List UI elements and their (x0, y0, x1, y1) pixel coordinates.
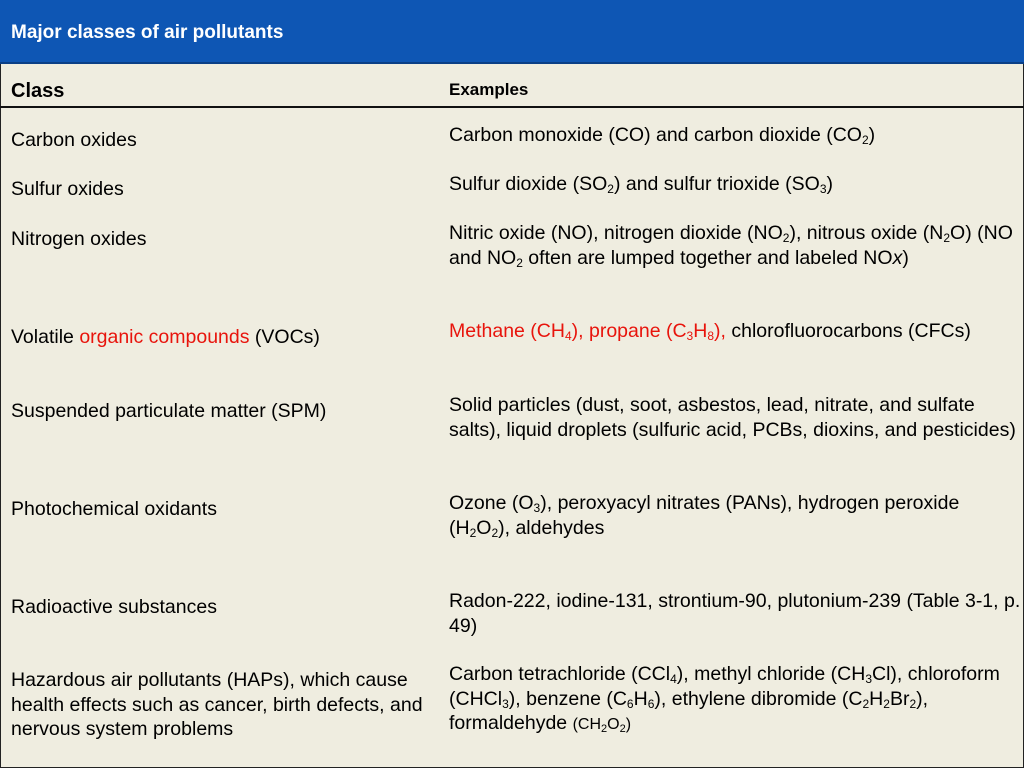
examples-cell-haps: Carbon tetrachloride (CCl$_4$), methyl chloride $(CH_3Cl)$, chloroform (CHCl$_3$), benzene $(C_6H_6)$, ethylene dibromide $(C_2H_2Br_2)$, formaldehyde $(CH_2O_2)$ (449, 663, 1000, 735)
class-cell-spm: Suspended particulate matter (SPM) (11, 400, 327, 422)
class-cell-carbon-oxides: Carbon oxides (11, 129, 137, 151)
examples-cell-nitrogen-oxides: Nitric oxide (NO), nitrogen dioxide $(NO_2)$, nitrous oxide $(N_2O)$ (NO and $NO_2$ often are lumped together and labeled NOx) (449, 222, 1013, 270)
class-cell-photochemical-oxidants: Photochemical oxidants (11, 498, 217, 520)
page-title: Major classes of air pollutants (11, 22, 284, 43)
organic-compounds-highlight: organic compounds (79, 326, 250, 348)
examples-cell-photochemical-oxidants: Ozone $(O_3)$, peroxyacyl nitrates (PANs), hydrogen peroxide $(H_2O_2)$, aldehydes (449, 492, 960, 540)
column-header-examples: Examples (449, 80, 529, 99)
examples-cell-sulfur-oxides: Sulfur dioxide $(SO_2)$ and sulfur trioxide $(SO_3)$ (449, 173, 834, 196)
header-divider (0, 106, 1024, 108)
examples-cell-vocs: Methane $(CH_4)$, propane $(C_3H_8)$, chlorofluorocarbons (CFCs) (449, 320, 971, 343)
examples-cell-carbon-oxides: Carbon monoxide (CO) and carbon dioxide $(CO_2)$ (449, 124, 876, 147)
class-cell-nitrogen-oxides: Nitrogen oxides (11, 228, 147, 250)
title-bar (0, 0, 1024, 64)
class-cell-sulfur-oxides: Sulfur oxides (11, 178, 124, 200)
formaldehyde-formula: $(CH_2O_2)$ (572, 716, 632, 735)
class-cell-haps: Hazardous air pollutants (HAPs), which cause health effects such as cancer, birth defects, and nervous system problems (11, 669, 423, 740)
examples-cell-radioactive-substances: Radon-222, iodine-131, strontium-90, plutonium-239 (Table 3-1, p. 49) (449, 590, 1021, 637)
class-cell-vocs: Volatile organic compounds (VOCs) (11, 326, 320, 348)
class-cell-radioactive-substances: Radioactive substances (11, 596, 217, 618)
examples-cell-spm: Solid particles (dust, soot, asbestos, lead, nitrate, and sulfate salts), liquid droplets (sulfuric acid, PCBs, dioxins, and pesticides) (449, 394, 1016, 441)
column-header-class: Class (11, 80, 65, 102)
